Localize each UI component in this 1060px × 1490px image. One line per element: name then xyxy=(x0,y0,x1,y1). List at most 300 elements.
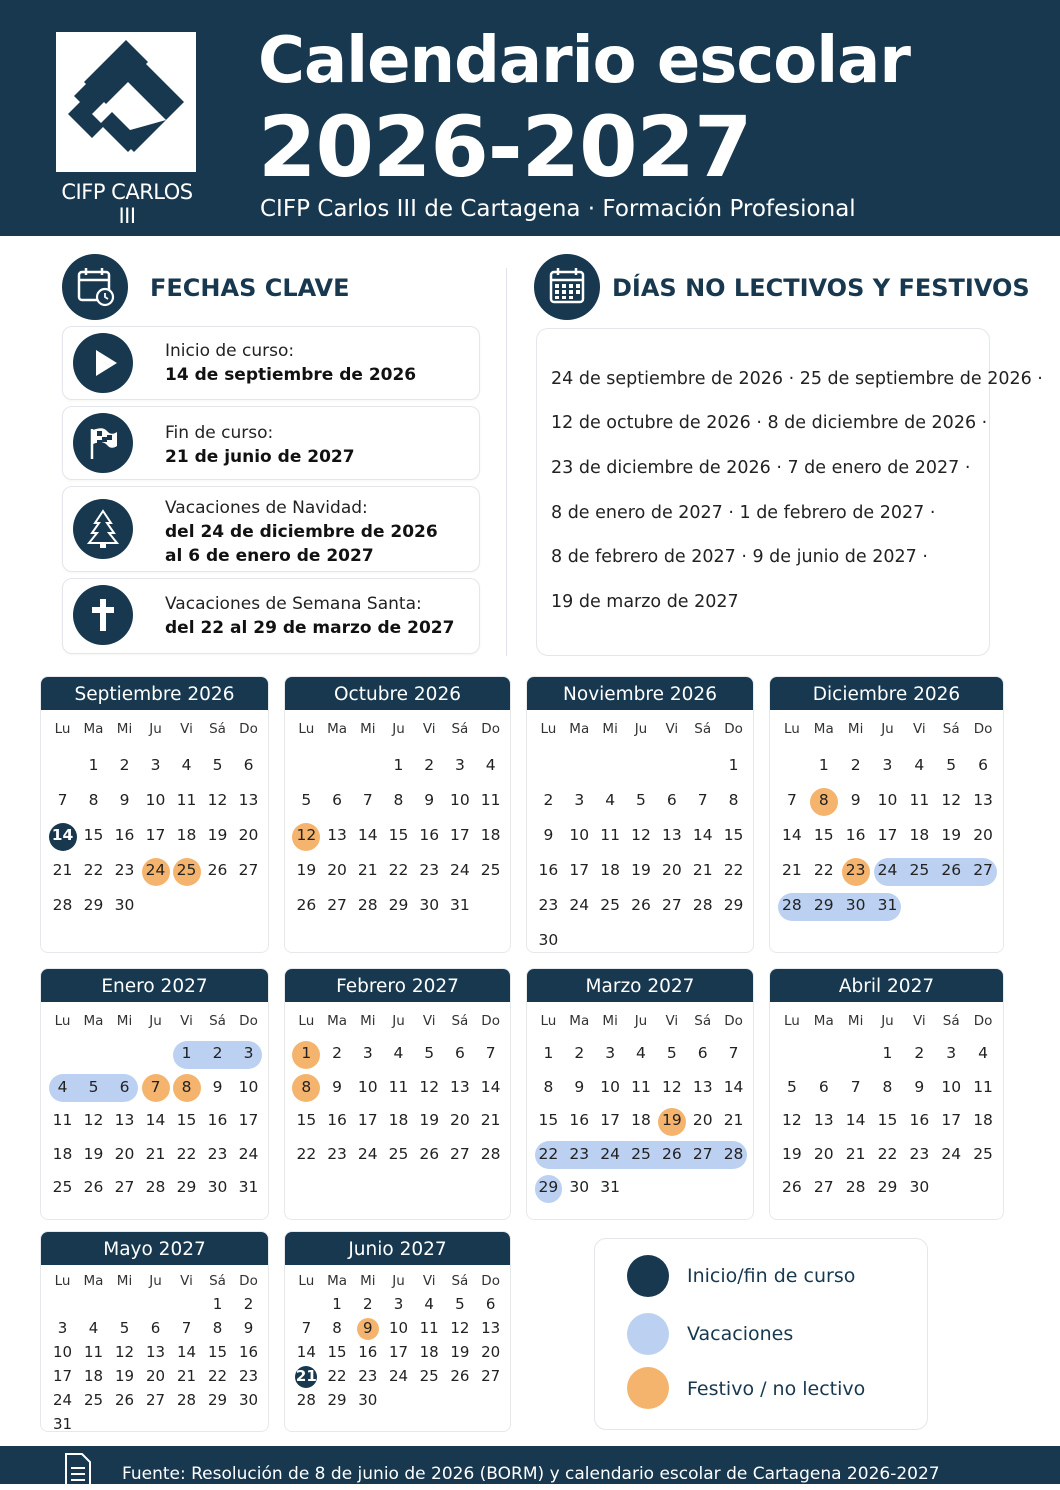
day-cell: 10 xyxy=(941,1077,962,1096)
day-cell: 31 xyxy=(238,1178,259,1196)
weekday-label: Sá xyxy=(451,1273,469,1289)
day-cell: 17 xyxy=(600,1111,620,1129)
day-cell: 14 xyxy=(845,1111,866,1129)
day-cell: 21 xyxy=(845,1144,866,1163)
day-cell: 14 xyxy=(480,1077,501,1096)
day-cell: 12 xyxy=(207,791,228,809)
day-cell: 17 xyxy=(941,1111,962,1129)
day-cell: 20 xyxy=(114,1144,135,1163)
day-cell: 19 xyxy=(419,1111,440,1129)
day-cell: 3 xyxy=(946,1044,957,1062)
day-cell: 5 xyxy=(946,756,957,774)
weekday-label: Mi xyxy=(116,1013,133,1029)
key-date-card-christmas xyxy=(62,486,480,572)
day-cell: 29 xyxy=(83,896,104,914)
day-cell: 1 xyxy=(88,756,99,774)
day-cell: 15 xyxy=(176,1111,197,1129)
day-cell: 20 xyxy=(973,826,993,844)
day-cell: 13 xyxy=(813,1111,834,1129)
day-cell: 20 xyxy=(327,861,347,879)
day-cell: 27 xyxy=(450,1144,470,1163)
day-cell: 23 xyxy=(207,1144,228,1163)
day-cell: 18 xyxy=(909,826,930,844)
day-cell: 28 xyxy=(296,1391,316,1409)
day-cell: 21 xyxy=(145,1144,166,1163)
day-cell: 3 xyxy=(150,756,161,774)
logo-icon xyxy=(56,32,196,172)
day-cell: 31 xyxy=(450,896,470,914)
month-calendar xyxy=(40,1231,269,1432)
day-cell: 25 xyxy=(176,861,197,879)
weekday-label: Ma xyxy=(813,721,834,737)
day-cell: 23 xyxy=(419,861,440,879)
day-cell: 26 xyxy=(782,1178,802,1196)
day-cell: 15 xyxy=(296,1111,317,1129)
day-cell: 1 xyxy=(728,756,739,774)
day-cell: 26 xyxy=(207,861,228,879)
weekday-label: Mi xyxy=(360,721,376,737)
day-cell: 8 xyxy=(181,1077,192,1096)
day-cell: 2 xyxy=(119,756,130,774)
day-cell: 7 xyxy=(181,1319,192,1337)
day-cell: 7 xyxy=(485,1044,496,1062)
day-cell: 28 xyxy=(845,1178,866,1196)
day-cell: 11 xyxy=(480,791,501,809)
day-cell: 25 xyxy=(631,1144,651,1163)
weekday-label: Ju xyxy=(634,1013,648,1029)
day-cell: 21 xyxy=(782,861,802,879)
day-cell: 11 xyxy=(419,1319,439,1337)
day-cell: 17 xyxy=(877,826,898,844)
month-title: Marzo 2027 xyxy=(527,969,753,1002)
weekday-label: Do xyxy=(973,721,993,737)
day-cell: 17 xyxy=(52,1367,73,1385)
day-cell: 10 xyxy=(569,826,590,844)
weekday-label: Vi xyxy=(180,1013,193,1029)
christmas-tree-icon xyxy=(73,499,133,559)
day-cell: 29 xyxy=(207,1391,228,1409)
day-cell: 31 xyxy=(52,1415,73,1432)
day-cell: 30 xyxy=(358,1391,378,1409)
day-cell: 30 xyxy=(845,896,866,914)
weekday-label: Do xyxy=(239,721,258,737)
day-cell: 9 xyxy=(914,1077,925,1096)
day-cell: 11 xyxy=(176,791,197,809)
day-cell: 17 xyxy=(238,1111,259,1129)
day-cell: 5 xyxy=(424,1044,435,1062)
day-cell: 7 xyxy=(150,1077,161,1096)
day-cell: 22 xyxy=(723,861,744,879)
day-cell: 7 xyxy=(301,1319,312,1337)
day-cell: 30 xyxy=(569,1178,590,1196)
day-cell: 17 xyxy=(388,1343,409,1361)
day-cell: 19 xyxy=(450,1343,470,1361)
holidays-list xyxy=(536,328,1043,656)
day-cell: 17 xyxy=(450,826,470,844)
day-cell: 27 xyxy=(114,1178,135,1196)
day-cell: 23 xyxy=(238,1367,259,1385)
key-date-card-easter xyxy=(62,578,480,654)
day-cell: 6 xyxy=(697,1044,708,1062)
day-cell: 24 xyxy=(941,1144,962,1163)
day-cell: 21 xyxy=(692,861,713,879)
weekday-label: Lu xyxy=(784,1013,800,1029)
month-calendar xyxy=(40,968,269,1220)
weekday-label: Vi xyxy=(422,1013,436,1029)
day-cell: 28 xyxy=(176,1391,197,1409)
page-footer xyxy=(0,1446,1060,1484)
day-cell: 5 xyxy=(636,791,646,809)
calendar-clock-icon xyxy=(62,254,128,320)
day-cell: 19 xyxy=(782,1144,802,1163)
day-cell: 29 xyxy=(327,1391,347,1409)
day-cell: 9 xyxy=(543,826,554,844)
day-cell: 30 xyxy=(909,1178,930,1196)
day-cell: 8 xyxy=(393,791,404,809)
key-date-card-end xyxy=(62,406,480,480)
day-cell: 27 xyxy=(813,1178,834,1196)
day-cell: 7 xyxy=(728,1044,739,1062)
weekday-label: Vi xyxy=(912,721,926,737)
day-cell: 13 xyxy=(450,1077,470,1096)
day-cell: 4 xyxy=(88,1319,99,1337)
day-cell: 22 xyxy=(813,861,834,879)
day-cell: 22 xyxy=(388,861,409,879)
day-cell: 4 xyxy=(605,791,616,809)
day-cell: 24 xyxy=(238,1144,259,1163)
calendar-grid-icon xyxy=(534,254,600,320)
weekday-label: Ju xyxy=(149,1273,162,1289)
day-cell: 6 xyxy=(150,1319,161,1337)
day-cell: 8 xyxy=(818,791,829,809)
day-cell: 10 xyxy=(388,1319,409,1337)
day-cell: 26 xyxy=(661,1144,682,1163)
day-cell: 27 xyxy=(692,1144,713,1163)
day-cell: 23 xyxy=(114,861,135,879)
day-cell: 8 xyxy=(543,1077,554,1096)
day-cell: 25 xyxy=(973,1144,993,1163)
day-cell: 20 xyxy=(813,1144,834,1163)
day-cell: 3 xyxy=(605,1044,616,1062)
day-cell: 14 xyxy=(51,826,74,844)
day-cell: 18 xyxy=(419,1343,439,1361)
day-cell: 9 xyxy=(363,1319,373,1337)
month-calendar xyxy=(284,968,511,1220)
day-cell: 17 xyxy=(569,861,590,879)
day-cell: 8 xyxy=(301,1077,312,1096)
day-cell: 1 xyxy=(393,756,404,774)
day-cell: 16 xyxy=(114,826,135,844)
day-cell: 21 xyxy=(52,861,73,879)
weekday-label: Lu xyxy=(298,721,315,737)
day-cell: 24 xyxy=(388,1367,409,1385)
day-cell: 29 xyxy=(877,1178,898,1196)
month-calendar xyxy=(769,968,1004,1220)
document-icon xyxy=(60,1452,94,1490)
day-cell: 26 xyxy=(83,1178,104,1196)
day-cell: 20 xyxy=(450,1111,470,1129)
weekday-label: Ju xyxy=(881,1013,894,1029)
weekday-label: Ma xyxy=(83,1273,104,1289)
month-title: Enero 2027 xyxy=(41,969,268,1002)
day-cell: 16 xyxy=(358,1343,378,1361)
day-cell: 4 xyxy=(978,1044,988,1062)
day-cell: 9 xyxy=(424,791,435,809)
day-cell: 23 xyxy=(845,861,866,879)
day-cell: 5 xyxy=(301,791,312,809)
day-cell: 25 xyxy=(480,861,501,879)
day-cell: 30 xyxy=(538,931,559,949)
day-cell: 2 xyxy=(850,756,861,774)
day-cell: 24 xyxy=(450,861,470,879)
day-cell: 29 xyxy=(176,1178,197,1196)
day-cell: 10 xyxy=(145,791,166,809)
day-cell: 16 xyxy=(909,1111,930,1129)
legend xyxy=(594,1238,928,1430)
day-cell: 14 xyxy=(723,1077,744,1096)
holiday-line: 12 de octubre de 2026 · 8 de diciembre de 2026 · xyxy=(551,413,988,433)
weekday-label: Lu xyxy=(298,1273,315,1289)
day-cell: 6 xyxy=(119,1077,130,1096)
day-cell: 2 xyxy=(363,1295,373,1313)
day-cell: 11 xyxy=(631,1077,651,1096)
legend-label: Vacaciones xyxy=(687,1323,794,1345)
day-cell: 23 xyxy=(538,896,559,914)
weekday-label: Sá xyxy=(694,721,712,737)
day-cell: 25 xyxy=(83,1391,104,1409)
day-cell: 6 xyxy=(332,791,342,809)
weekday-label: Do xyxy=(481,721,500,737)
day-cell: 13 xyxy=(973,791,993,809)
day-cell: 5 xyxy=(786,1077,797,1096)
day-cell: 29 xyxy=(388,896,409,914)
day-cell: 12 xyxy=(296,826,317,844)
day-cell: 24 xyxy=(357,1144,378,1163)
day-cell: 16 xyxy=(238,1343,259,1361)
day-cell: 11 xyxy=(388,1077,409,1096)
day-cell: 1 xyxy=(181,1044,192,1062)
day-cell: 27 xyxy=(238,861,259,879)
day-cell: 29 xyxy=(813,896,834,914)
weekday-label: Vi xyxy=(180,1273,193,1289)
weekday-label: Mi xyxy=(116,721,133,737)
day-cell: 4 xyxy=(636,1044,646,1062)
weekday-label: Lu xyxy=(54,1013,71,1029)
weekday-label: Sá xyxy=(209,721,226,737)
day-cell: 21 xyxy=(480,1111,501,1129)
month-calendar xyxy=(284,1231,511,1432)
day-cell: 11 xyxy=(909,791,930,809)
page-header xyxy=(0,0,1060,236)
day-cell: 9 xyxy=(574,1077,585,1096)
day-cell: 16 xyxy=(538,861,559,879)
weekday-label: Ma xyxy=(569,721,590,737)
day-cell: 7 xyxy=(786,791,797,809)
key-dates-title: FECHAS CLAVE xyxy=(150,274,350,302)
day-cell: 14 xyxy=(176,1343,197,1361)
day-cell: 28 xyxy=(782,896,802,914)
day-cell: 28 xyxy=(52,896,73,914)
month-title: Abril 2027 xyxy=(770,969,1003,1002)
day-cell: 21 xyxy=(723,1111,744,1129)
logo-text: CIFP CARLOS III xyxy=(61,180,193,228)
day-cell: 2 xyxy=(212,1044,223,1062)
weekday-label: Ju xyxy=(392,721,405,737)
day-cell: 15 xyxy=(813,826,834,844)
day-cell: 14 xyxy=(692,826,713,844)
day-cell: 7 xyxy=(697,791,708,809)
month-calendar xyxy=(769,676,1004,953)
weekday-label: Mi xyxy=(847,721,864,737)
day-cell: 23 xyxy=(358,1367,378,1385)
day-cell: 21 xyxy=(357,861,378,879)
weekday-label: Ma xyxy=(569,1013,590,1029)
weekday-label: Lu xyxy=(540,1013,557,1029)
day-cell: 22 xyxy=(327,1367,347,1385)
day-cell: 18 xyxy=(388,1111,409,1129)
day-cell: 18 xyxy=(631,1111,651,1129)
day-cell: 6 xyxy=(243,756,254,774)
day-cell: 28 xyxy=(357,896,378,914)
day-cell: 22 xyxy=(296,1144,317,1163)
weekday-label: Mi xyxy=(602,1013,618,1029)
day-cell: 16 xyxy=(207,1111,228,1129)
day-cell: 3 xyxy=(454,756,465,774)
day-cell: 10 xyxy=(877,791,898,809)
weekday-label: Do xyxy=(973,1013,993,1029)
day-cell: 11 xyxy=(52,1111,73,1129)
day-cell: 12 xyxy=(941,791,962,809)
day-cell: 13 xyxy=(661,826,682,844)
day-cell: 4 xyxy=(393,1044,404,1062)
weekday-label: Ma xyxy=(813,1013,834,1029)
day-cell: 13 xyxy=(238,791,259,809)
day-cell: 18 xyxy=(600,861,620,879)
day-cell: 1 xyxy=(332,1295,342,1313)
weekday-label: Sá xyxy=(942,1013,960,1029)
key-date-card-start xyxy=(62,326,480,400)
weekday-label: Lu xyxy=(298,1013,315,1029)
weekday-label: Sá xyxy=(209,1273,226,1289)
weekday-label: Ju xyxy=(634,721,648,737)
day-cell: 19 xyxy=(207,826,228,844)
day-cell: 17 xyxy=(357,1111,378,1129)
day-cell: 2 xyxy=(543,791,554,809)
day-cell: 12 xyxy=(114,1343,135,1361)
day-cell: 14 xyxy=(296,1343,316,1361)
day-cell: 23 xyxy=(909,1144,930,1163)
weekday-label: Mi xyxy=(847,1013,864,1029)
day-cell: 31 xyxy=(600,1178,620,1196)
weekday-label: Sá xyxy=(694,1013,712,1029)
day-cell: 16 xyxy=(569,1111,590,1129)
day-cell: 18 xyxy=(83,1367,104,1385)
day-cell: 27 xyxy=(327,896,347,914)
weekday-label: Ma xyxy=(327,1273,348,1289)
section-divider xyxy=(506,268,507,656)
weekday-label: Ma xyxy=(83,1013,104,1029)
day-cell: 9 xyxy=(850,791,861,809)
weekday-label: Vi xyxy=(180,721,193,737)
weekday-label: Do xyxy=(481,1013,500,1029)
day-cell: 15 xyxy=(877,1111,898,1129)
month-calendar xyxy=(284,676,511,953)
key-date-text: Vacaciones de Navidad: del 24 de diciembre de 2026 al 6 de enero de 2027 xyxy=(165,498,438,566)
day-cell: 11 xyxy=(83,1343,104,1361)
day-cell: 20 xyxy=(145,1367,166,1385)
day-cell: 21 xyxy=(176,1367,197,1385)
day-cell: 31 xyxy=(877,896,898,914)
day-cell: 15 xyxy=(327,1343,347,1361)
weekday-label: Lu xyxy=(54,1273,71,1289)
day-cell: 25 xyxy=(52,1178,73,1196)
day-cell: 11 xyxy=(600,826,620,844)
play-icon xyxy=(73,333,133,393)
month-title: Junio 2027 xyxy=(285,1232,510,1265)
legend-swatch-holiday xyxy=(627,1367,669,1409)
key-date-text: Vacaciones de Semana Santa: del 22 al 29 de marzo de 2027 xyxy=(165,594,455,638)
day-cell: 2 xyxy=(914,1044,925,1062)
day-cell: 26 xyxy=(631,896,651,914)
weekday-label: Sá xyxy=(451,721,469,737)
day-cell: 21 xyxy=(295,1367,317,1385)
day-cell: 9 xyxy=(243,1319,254,1337)
day-cell: 28 xyxy=(723,1144,744,1163)
day-cell: 25 xyxy=(388,1144,409,1163)
day-cell: 1 xyxy=(301,1044,312,1062)
day-cell: 16 xyxy=(419,826,440,844)
legend-swatch-vacation xyxy=(627,1313,669,1355)
day-cell: 10 xyxy=(357,1077,378,1096)
day-cell: 2 xyxy=(332,1044,342,1062)
month-calendar xyxy=(526,968,754,1220)
weekday-label: Lu xyxy=(540,721,557,737)
weekday-label: Sá xyxy=(451,1013,469,1029)
day-cell: 26 xyxy=(450,1367,470,1385)
day-cell: 7 xyxy=(57,791,68,809)
day-cell: 22 xyxy=(83,861,104,879)
weekday-label: Mi xyxy=(116,1273,133,1289)
holiday-line: 8 de enero de 2027 · 1 de febrero de 2027 · xyxy=(551,503,936,523)
day-cell: 25 xyxy=(419,1367,439,1385)
day-cell: 9 xyxy=(119,791,130,809)
weekday-label: Mi xyxy=(360,1013,376,1029)
weekday-label: Ma xyxy=(327,1013,348,1029)
day-cell: 24 xyxy=(145,861,166,879)
day-cell: 25 xyxy=(909,861,930,879)
day-cell: 9 xyxy=(212,1077,223,1096)
day-cell: 28 xyxy=(480,1144,501,1163)
day-cell: 15 xyxy=(538,1111,559,1129)
day-cell: 3 xyxy=(882,756,893,774)
holiday-line: 23 de diciembre de 2026 · 7 de enero de 2027 · xyxy=(551,458,971,478)
day-cell: 20 xyxy=(238,826,259,844)
day-cell: 14 xyxy=(145,1111,166,1129)
day-cell: 18 xyxy=(52,1144,73,1163)
weekday-label: Do xyxy=(239,1273,258,1289)
day-cell: 6 xyxy=(818,1077,829,1096)
weekday-label: Vi xyxy=(422,721,436,737)
day-cell: 12 xyxy=(83,1111,104,1129)
day-cell: 15 xyxy=(388,826,409,844)
key-date-text: Fin de curso: 21 de junio de 2027 xyxy=(165,423,355,467)
day-cell: 26 xyxy=(114,1391,135,1409)
weekday-label: Do xyxy=(239,1013,258,1029)
day-cell: 6 xyxy=(485,1295,496,1313)
day-cell: 17 xyxy=(145,826,166,844)
holidays-title: DÍAS NO LECTIVOS Y FESTIVOS xyxy=(612,274,1030,302)
weekday-label: Do xyxy=(481,1273,500,1289)
